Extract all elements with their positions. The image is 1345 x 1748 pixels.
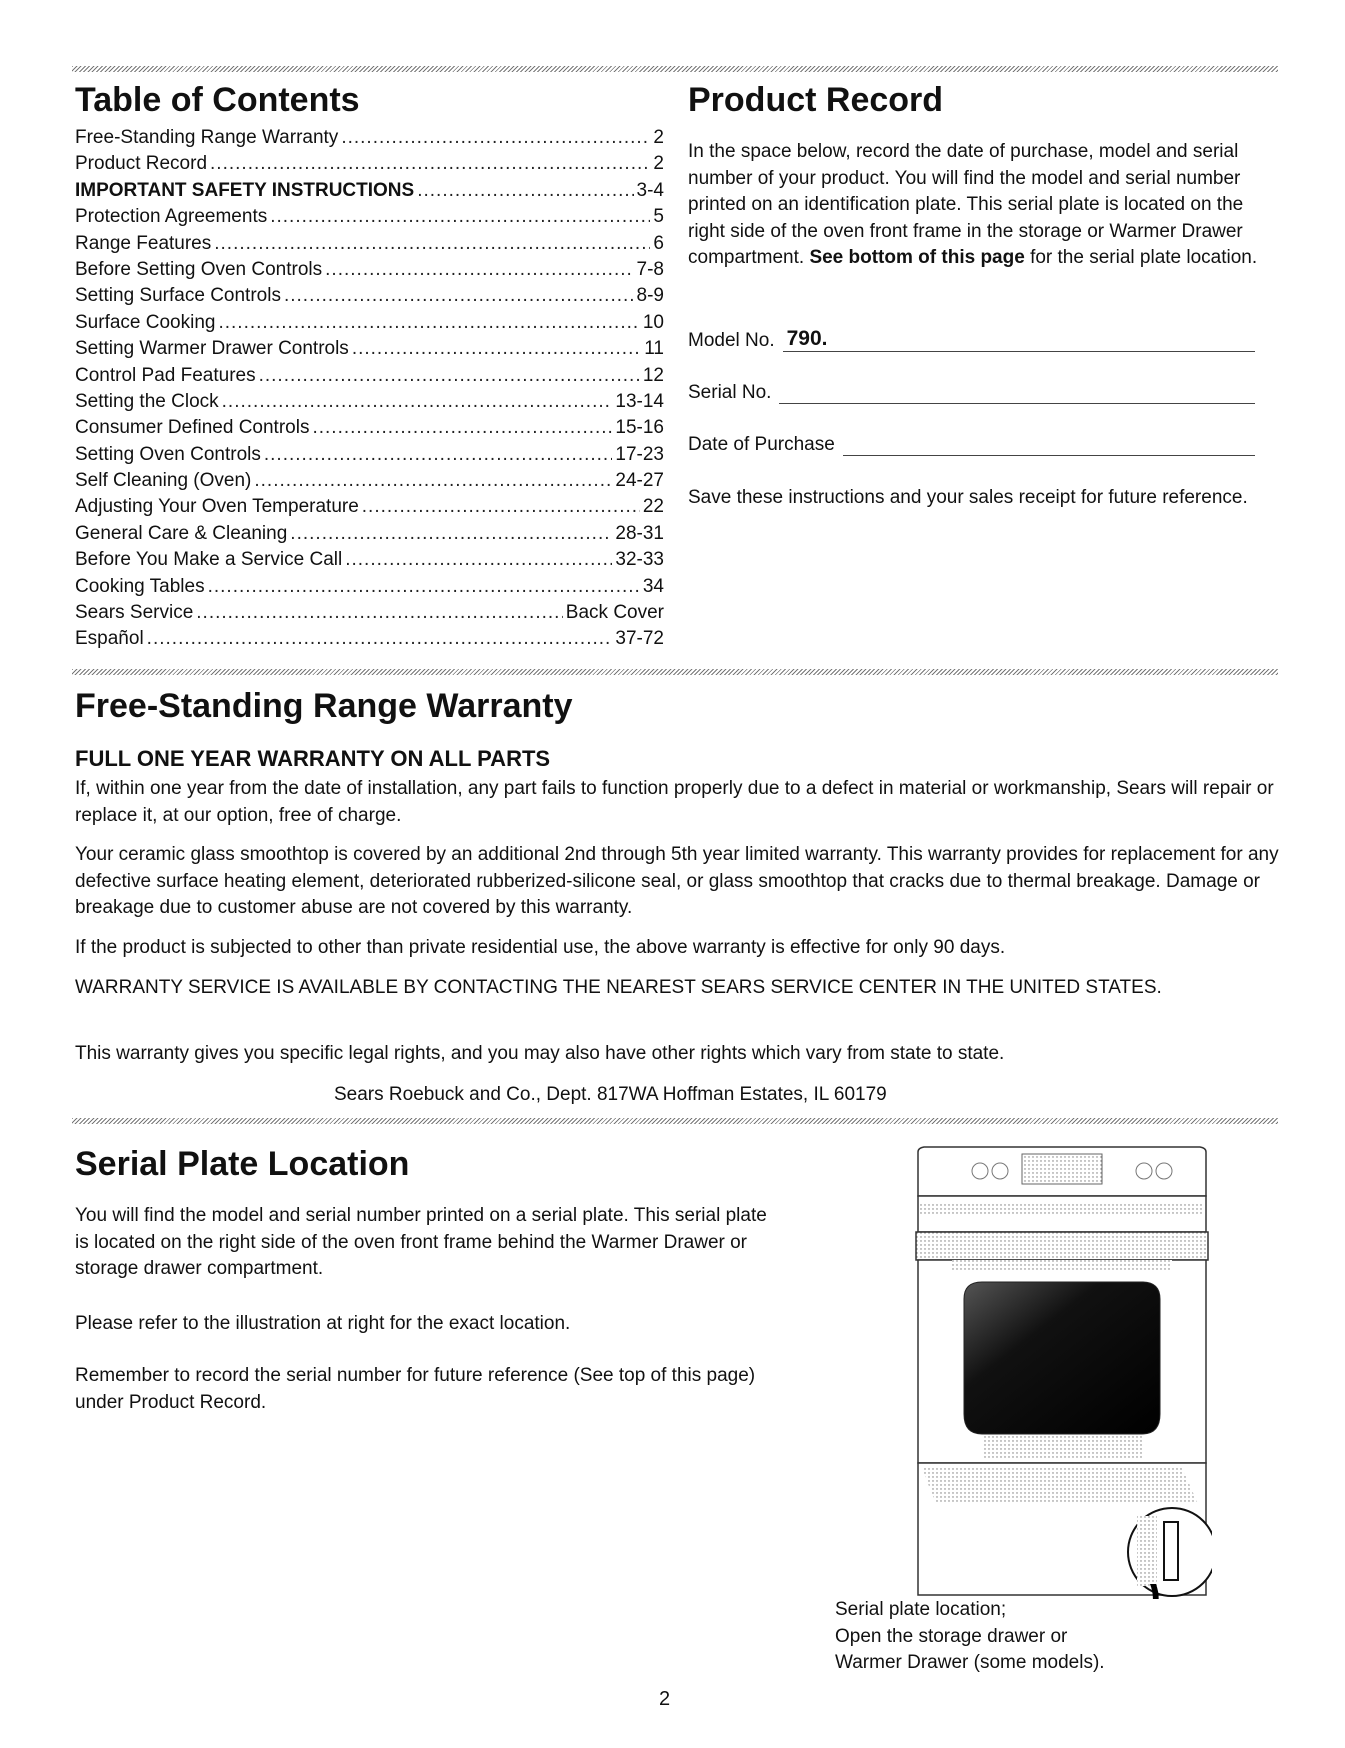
toc-item[interactable] [75,628,664,654]
toc-item-label: Before You Make a Service Call [75,549,343,571]
warranty-title: Free-Standing Range Warranty [75,687,573,725]
toc-leader-dots [264,444,613,466]
sears-address: Sears Roebuck and Co., Dept. 817WA Hoffman Estates, IL 60179 [334,1084,887,1105]
product-record-intro [688,139,1278,272]
intro-bold-link: See bottom of this page [809,247,1025,268]
toc-leader-dots [341,127,650,149]
toc-list [75,127,664,655]
toc-item-label: Setting Surface Controls [75,285,281,307]
toc-leader-dots [325,259,633,281]
toc-leader-dots [196,602,563,624]
range-illustration [912,1144,1212,1599]
toc-item-label: Product Record [75,153,208,175]
toc-item[interactable] [75,391,664,417]
toc-item-page: 6 [653,232,664,254]
intro-end-text: for the serial plate location. [1024,247,1258,268]
warranty-p3: If the product is subjected to other than private residential use, the above warranty is effective for only 90 days. [75,937,1006,958]
toc-item-page: 11 [644,338,664,360]
toc-leader-dots [222,391,613,413]
model-label: Model No. [688,330,775,351]
toc-item[interactable] [75,153,664,179]
toc-leader-dots [208,576,640,598]
oven-window [964,1282,1160,1434]
serial-label: Serial No. [688,382,772,403]
toc-item-label: Setting the Clock [75,390,219,412]
serial-field [688,381,1255,404]
toc-leader-dots [362,496,640,518]
oven-reflection [982,1436,1142,1460]
toc-leader-dots [214,233,650,255]
toc-item-page: 37-72 [615,628,664,650]
toc-item-label: Self Cleaning (Oven) [75,470,252,492]
model-field [688,329,1255,352]
toc-item-page: 12 [642,364,664,386]
toc-leader-dots [254,470,612,492]
toc-item[interactable] [75,444,664,470]
toc-item-page: 13-14 [615,390,664,412]
model-line[interactable] [783,329,1255,352]
caption-line-2: Open the storage drawer or [835,1625,1068,1647]
toc-item-page: 15-16 [615,417,664,439]
toc-leader-dots [312,417,612,439]
toc-item[interactable] [75,233,664,259]
toc-item[interactable] [75,259,664,285]
toc-item[interactable] [75,417,664,443]
lower-divider [72,1118,1278,1124]
toc-item-page: 34 [642,575,664,597]
warranty-p1: If, within one year from the date of installation, any part fails to function properly due to a defect in material or workmanship, Sears will repair or replace it, at our option, free of charge. [75,778,1274,826]
toc-leader-dots [270,206,650,228]
product-record-title: Product Record [688,81,944,119]
toc-item-label: General Care & Cleaning [75,522,288,544]
toc-leader-dots [284,285,634,307]
toc-leader-dots [352,338,641,360]
toc-leader-dots [417,180,633,202]
toc-item-page: 2 [653,153,664,175]
toc-item-label: Sears Service [75,602,194,624]
toc-item[interactable] [75,206,664,232]
toc-item-label: Setting Warmer Drawer Controls [75,338,349,360]
toc-item[interactable] [75,312,664,338]
oven-top-trim [916,1232,1208,1260]
warranty-p5: This warranty gives you specific legal rights, and you may also have other rights which vary from state to state. [75,1043,1005,1064]
toc-item-page: 3-4 [636,179,664,201]
toc-item-page: Back Cover [565,602,664,624]
serial-line[interactable] [779,381,1255,404]
middle-divider [72,669,1278,675]
drawer-opening [922,1468,1198,1504]
toc-item[interactable] [75,496,664,522]
oven-handle-shadow [952,1260,1172,1272]
save-note: Save these instructions and your sales receipt for future reference. [688,487,1248,508]
toc-item-page: 17-23 [615,443,664,465]
toc-item-label: Surface Cooking [75,311,216,333]
intro-text: In the space below, record the date of purchase, model and serial number of your product. You will find the model and serial number printed on an identification plate. This serial plate is located on the right side of the oven front frame in the storage or Warmer Drawer compartment. [688,141,1244,268]
toc-leader-dots [218,312,639,334]
toc-leader-dots [259,365,640,387]
toc-item-label: Setting Oven Controls [75,443,261,465]
date-label: Date of Purchase [688,434,835,455]
toc-leader-dots [290,523,612,545]
toc-item[interactable] [75,127,664,153]
toc-item[interactable] [75,285,664,311]
toc-item[interactable] [75,549,664,575]
toc-item-page: 8-9 [636,285,664,307]
model-value: 790. [786,327,828,350]
toc-item-label: Español [75,628,144,650]
toc-item-label: Free-Standing Range Warranty [75,127,339,148]
toc-item[interactable] [75,576,664,602]
toc-item-page: 24-27 [615,470,664,492]
date-field [688,433,1255,456]
toc-item[interactable] [75,602,664,628]
toc-item[interactable] [75,523,664,549]
top-divider [72,66,1278,72]
toc-item-page: 32-33 [615,549,664,571]
toc-item-label: Protection Agreements [75,206,268,228]
page-number: 2 [659,1688,671,1710]
date-line[interactable] [843,433,1255,456]
toc-leader-dots [345,549,612,571]
toc-item[interactable] [75,365,664,391]
toc-item-page: 7-8 [636,258,664,280]
serial-plate-p3: Remember to record the serial number for future reference (See top of this page) under Product Record. [75,1365,756,1413]
toc-item-label: Adjusting Your Oven Temperature [75,496,359,518]
toc-item-page: 5 [653,206,664,228]
serial-plate-p2: Please refer to the illustration at right for the exact location. [75,1313,571,1334]
toc-item-label: IMPORTANT SAFETY INSTRUCTIONS [75,179,415,201]
toc-item[interactable] [75,180,664,206]
toc-item-page: 2 [653,127,664,148]
toc-item-page: 22 [642,496,664,518]
warranty-p4: WARRANTY SERVICE IS AVAILABLE BY CONTACTING THE NEAREST SEARS SERVICE CENTER IN THE UNITED STATES. [75,977,1162,998]
toc-item-label: Before Setting Oven Controls [75,258,323,280]
toc-item-page: 28-31 [615,522,664,544]
toc-leader-dots [147,628,613,650]
serial-plate-p1: You will find the model and serial number printed on a serial plate. This serial plate is located on the right side of the oven front frame behind the Warmer Drawer or storage drawer compartment. [75,1205,767,1279]
control-display [1022,1154,1102,1184]
toc-item-label: Range Features [75,232,212,254]
warranty-subtitle: FULL ONE YEAR WARRANTY ON ALL PARTS [75,746,551,771]
serial-plate-icon [1164,1522,1178,1580]
toc-item-label: Consumer Defined Controls [75,417,310,439]
caption-line-3: Warmer Drawer (some models). [835,1652,1105,1673]
toc-item-label: Cooking Tables [75,575,205,597]
toc-item-label: Control Pad Features [75,364,256,386]
toc-item[interactable] [75,338,664,364]
toc-item-page: 10 [642,311,664,333]
serial-plate-title: Serial Plate Location [75,1145,410,1183]
warranty-p2: Your ceramic glass smoothtop is covered by an additional 2nd through 5th year limited warranty. This warranty provides for replacement for any defective surface heating element, deteriorated rubberized-silicone seal, or glass smoothtop that cracks due to thermal breakage. Damage or breakage due to customer abuse are not covered by this warranty. [75,844,1279,918]
caption-line-1: Serial plate location; [835,1599,1007,1620]
toc-title: Table of Contents [75,81,360,119]
serial-plate-caption [835,1597,1105,1677]
cooktop-edge [920,1204,1204,1214]
toc-item[interactable] [75,470,664,496]
toc-leader-dots [210,153,650,175]
frame-detail [1137,1516,1157,1586]
